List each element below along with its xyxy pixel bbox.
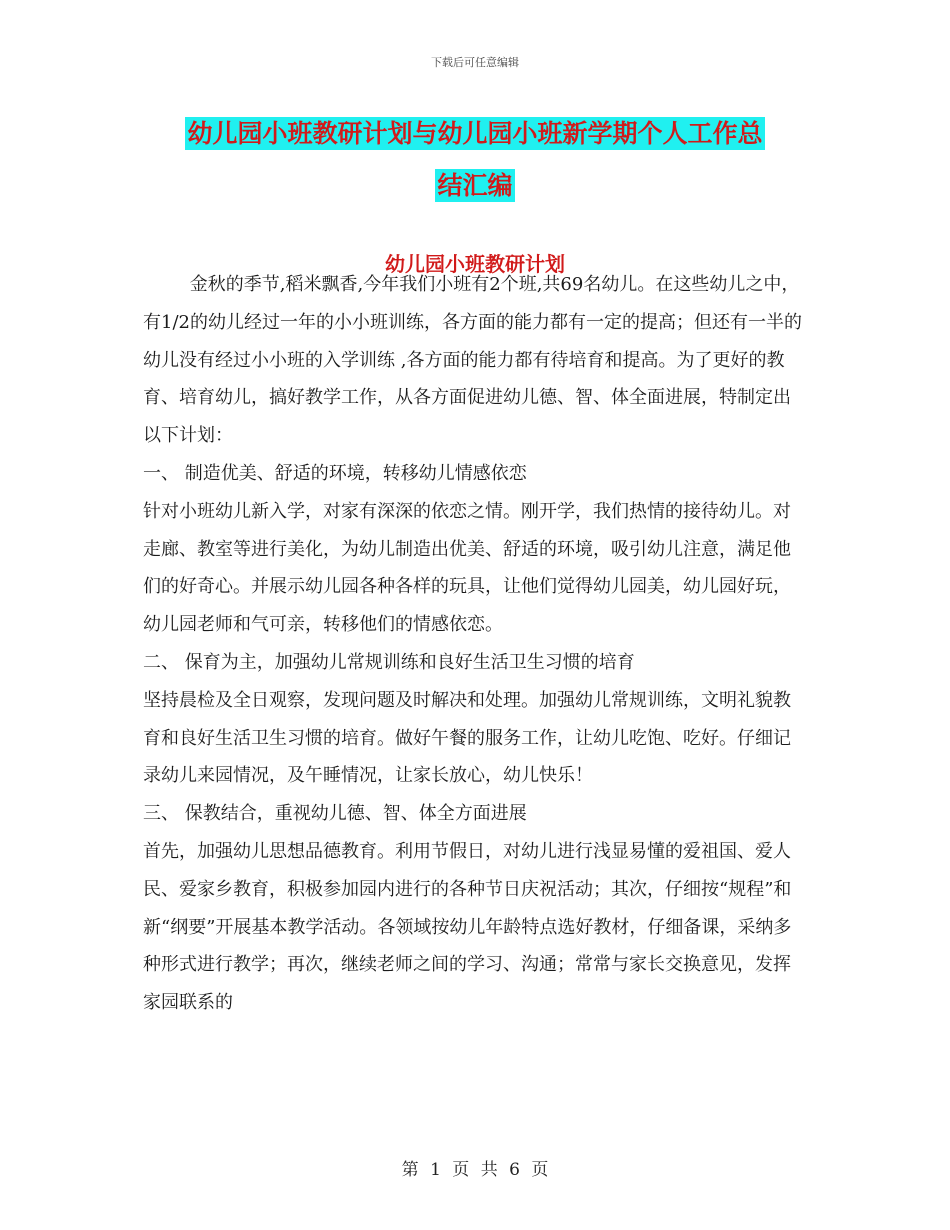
document-title [140, 108, 810, 212]
paragraph-3: 首先，加强幼儿思想品德教育。利用节假日，对幼儿进行浅显易懂的爱祖国、爱人民、爱家乡教育，积极参加园内进行的各种节日庆祝活动；其次，仔细按“规程”和新“纲要”开展基本教学活动。各领域按幼儿年龄特点选好教材，仔细备课，采纳多种形式进行教学；再次，继续老师之间的学习、沟通；常常与家长交换意见，发挥家园联系的 [143, 840, 792, 1014]
section-heading-3: 三、 保教结合，重视幼儿德、智、体全方面进展 [143, 803, 527, 825]
section-heading-2: 二、 保育为主，加强幼儿常规训练和良好生活卫生习惯的培育 [143, 651, 635, 673]
section-title: 幼儿园小班教研计划 [385, 252, 565, 276]
intro-paragraph: 金秋的季节,稻米飘香,今年我们小班有2个班,共69名幼儿。在这些幼儿之中，有1/2的幼儿经过一年的小小班训练，各方面的能力都有一定的提高；但还有一半的幼儿没有经过小小班的入学训练 ,各方面的能力都有待培育和提高。为了更好的教育、培育幼儿，搞好教学工作，从各方面促进幼儿德、智、体全面进展，特制定出以下计划： [143, 274, 802, 447]
section-heading-1: 一、 制造优美、舒适的环境，转移幼儿情感依恋 [143, 462, 527, 484]
title-line-2: 结汇编 [437, 171, 513, 200]
paragraph-2: 坚持晨检及全日观察，发现问题及时解决和处理。加强幼儿常规训练，文明礼貌教育和良好生活卫生习惯的培育。做好午餐的服务工作，让幼儿吃饱、吃好。仔细记录幼儿来园情况，及午睡情况，让家长放心，幼儿快乐！ [143, 689, 791, 787]
page-header-note: 下载后可任意编辑 [431, 56, 519, 69]
page-number: 第 1 页 共 6 页 [401, 1160, 549, 1180]
document-body [143, 266, 803, 1022]
paragraph-1: 针对小班幼儿新入学，对家有深深的依恋之情。刚开学，我们热情的接待幼儿。对走廊、教室等进行美化，为幼儿制造出优美、舒适的环境，吸引幼儿注意，满足他们的好奇心。并展示幼儿园各种各样的玩具，让他们觉得幼儿园美，幼儿园好玩，幼儿园老师和气可亲，转移他们的情感依恋。 [143, 500, 791, 636]
title-line-1: 幼儿园小班教研计划与幼儿园小班新学期个人工作总 [187, 119, 763, 148]
